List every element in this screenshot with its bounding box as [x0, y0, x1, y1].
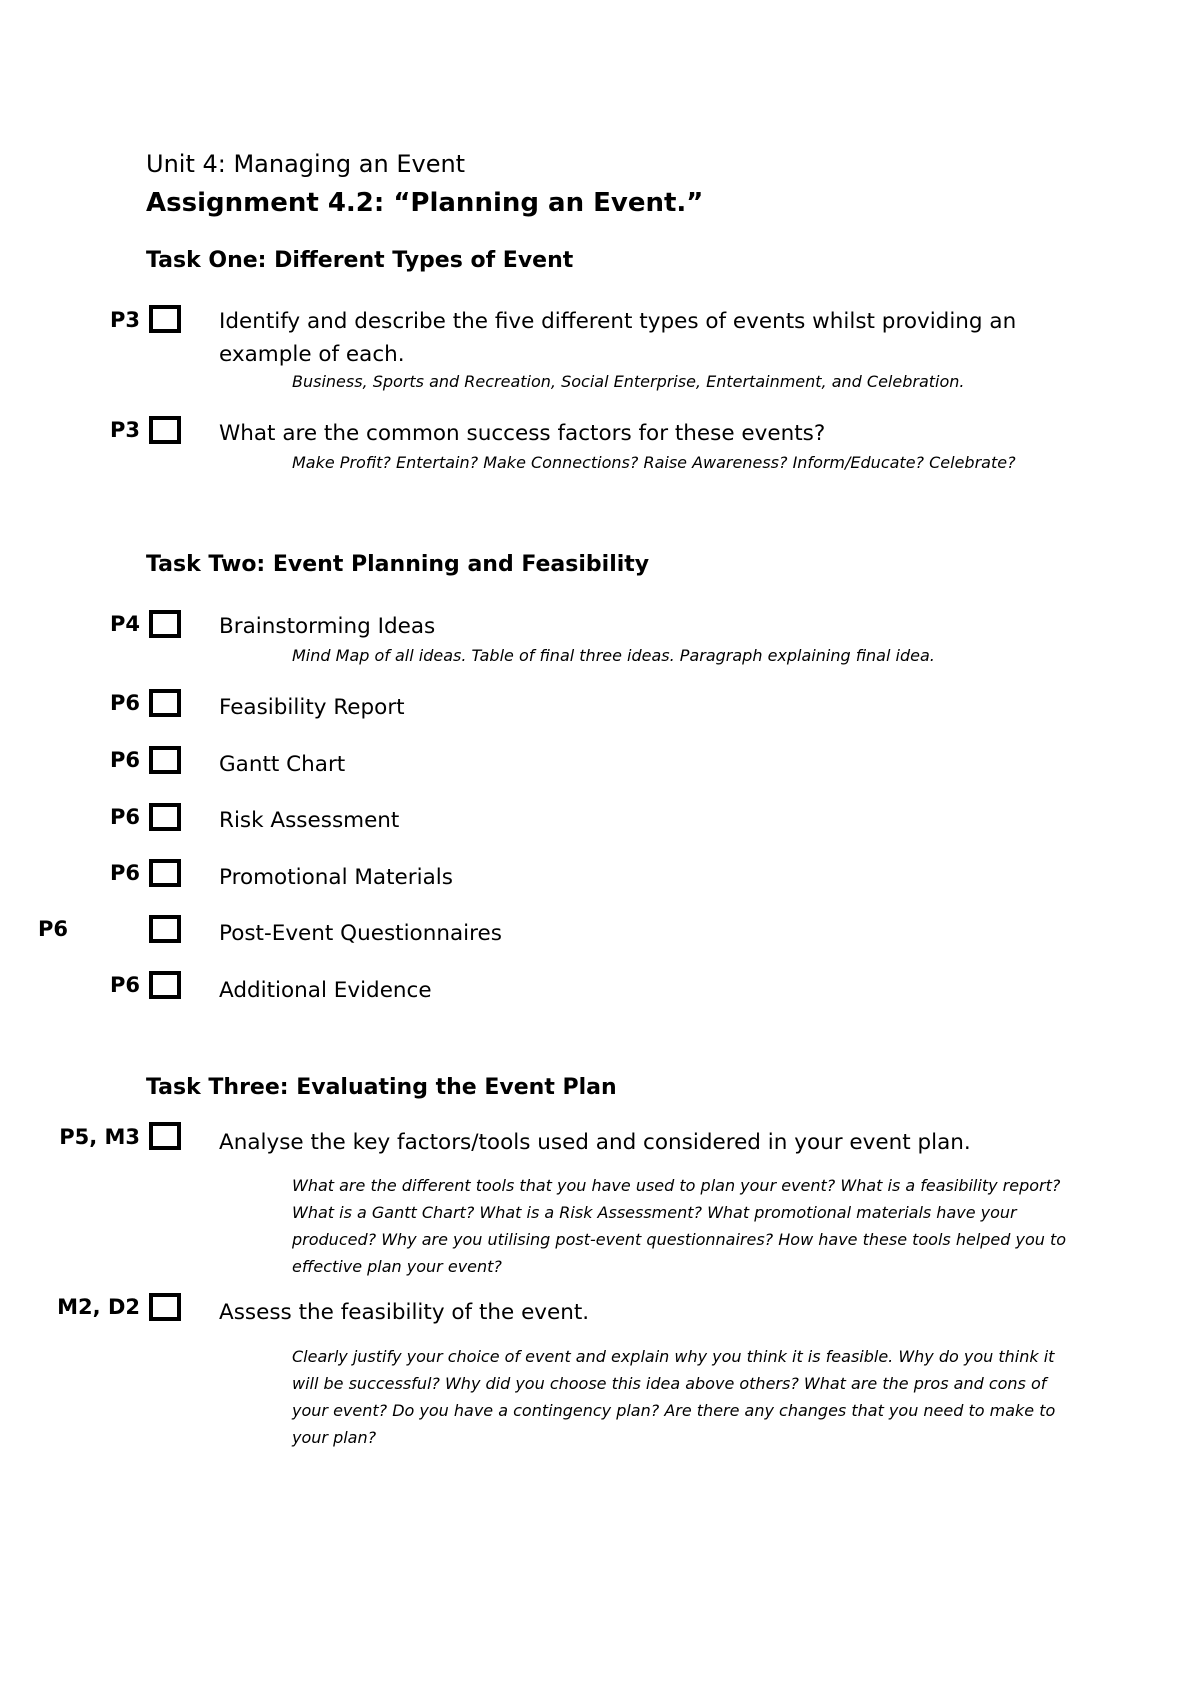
- checkbox[interactable]: [149, 610, 181, 638]
- task-two-heading: Task Two: Event Planning and Feasibility: [146, 552, 650, 577]
- task-item-text: Identify and describe the five different types of events whilst providing an example of each.: [219, 309, 1017, 367]
- checkbox[interactable]: [149, 803, 181, 831]
- checkbox[interactable]: [149, 971, 181, 999]
- criteria-label: P6: [109, 973, 140, 997]
- task-one-heading: Task One: Different Types of Event: [146, 248, 574, 273]
- checkbox[interactable]: [149, 915, 181, 943]
- checkbox[interactable]: [149, 416, 181, 444]
- unit-title: Unit 4: Managing an Event: [146, 150, 466, 178]
- criteria-label: P6: [38, 917, 69, 941]
- criteria-label: P5, M3: [59, 1125, 140, 1149]
- criteria-label: P6: [109, 861, 140, 885]
- task-item-hint: Clearly justify your choice of event and explain why you think it is feasible. Why do you think it will be successful? Why did you choose this idea above others? What are the pros and cons of your event? Do you have a contingency plan? Are there any changes that you need to make to your plan?: [292, 1347, 1056, 1447]
- task-item-hint: Make Profit? Entertain? Make Connections? Raise Awareness? Inform/Educate? Celebrate?: [292, 453, 1016, 472]
- task-item-text: Assess the feasibility of the event.: [219, 1300, 590, 1325]
- checkbox[interactable]: [149, 746, 181, 774]
- checkbox[interactable]: [149, 305, 181, 333]
- task-item-text: Gantt Chart: [219, 752, 346, 777]
- task-item-text: Feasibility Report: [219, 695, 405, 720]
- checkbox[interactable]: [149, 1293, 181, 1321]
- criteria-label: P6: [109, 748, 140, 772]
- criteria-label: P6: [109, 805, 140, 829]
- checkbox[interactable]: [149, 689, 181, 717]
- checkbox[interactable]: [149, 859, 181, 887]
- assignment-title: Assignment 4.2: “Planning an Event.”: [146, 188, 704, 218]
- task-item-text: Brainstorming Ideas: [219, 614, 436, 639]
- criteria-label: P3: [109, 418, 140, 442]
- task-item-text: Additional Evidence: [219, 978, 432, 1003]
- criteria-label: P6: [109, 691, 140, 715]
- task-item-text: Analyse the key factors/tools used and considered in your event plan.: [219, 1130, 971, 1155]
- task-item-hint: What are the different tools that you have used to plan your event? What is a feasibility report? What is a Gantt Chart? What is a Risk Assessment? What promotional materials have your produced? Why are you utilising post-event questionnaires? How have these tools helped you to effective plan your event?: [292, 1176, 1067, 1276]
- task-item-text: What are the common success factors for these events?: [219, 421, 826, 446]
- task-item-text: Promotional Materials: [219, 865, 453, 890]
- criteria-label: P4: [109, 612, 140, 636]
- checkbox[interactable]: [149, 1122, 181, 1150]
- task-three-heading: Task Three: Evaluating the Event Plan: [146, 1075, 617, 1100]
- task-item-hint: Business, Sports and Recreation, Social Enterprise, Entertainment, and Celebration.: [292, 372, 965, 391]
- criteria-label: P3: [109, 308, 140, 332]
- task-item-text: Post-Event Questionnaires: [219, 921, 502, 946]
- task-item-hint: Mind Map of all ideas. Table of final three ideas. Paragraph explaining final idea.: [292, 646, 935, 665]
- criteria-label: M2, D2: [57, 1295, 140, 1319]
- task-item-text: Risk Assessment: [219, 808, 400, 833]
